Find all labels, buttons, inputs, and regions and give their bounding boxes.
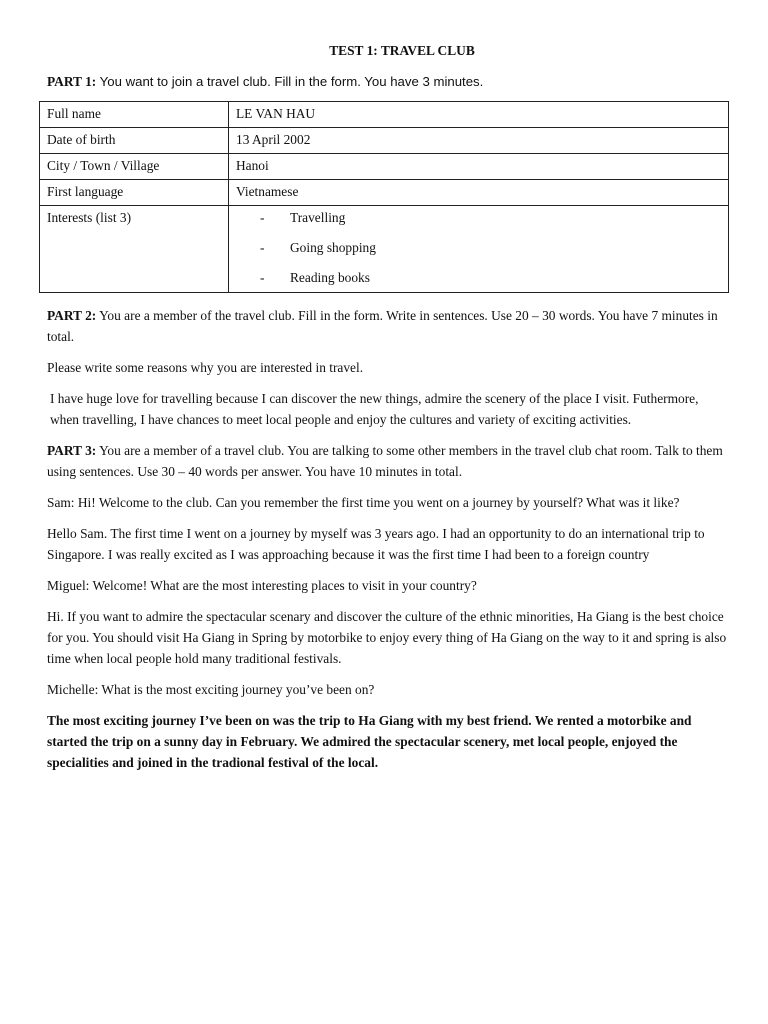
list-dash: - <box>260 270 265 285</box>
part1-instruction: You want to join a travel club. Fill in the form. You have 3 minutes. <box>96 74 484 89</box>
michelle-answer: The most exciting journey I’ve been on was the trip to Ha Giang with my best friend. We rented a motorbike and started the trip on a sunny day in February. We admired the spectacular scenery, met local people, enjoyed the specialities and joined in the tradional festival of the local. <box>47 713 692 770</box>
sam-question: Sam: Hi! Welcome to the club. Can you remember the first time you went on a journey by yourself? What was it like? <box>47 495 680 510</box>
part2-heading <box>47 305 727 347</box>
form-value: Vietnamese <box>229 180 729 206</box>
interest-text: Going shopping <box>290 240 376 255</box>
interest-text: Travelling <box>290 210 346 225</box>
part1-heading <box>47 71 727 92</box>
part3-label: PART 3: <box>47 443 97 458</box>
part3-instruction: You are a member of a travel club. You are talking to some other members in the travel club chat room. Talk to them using sentences. Use 30 – 40 words per answer. You have 10 minutes in total. <box>47 443 723 479</box>
list-item <box>260 268 721 288</box>
travel-club-form <box>39 101 729 293</box>
part1-label: PART 1: <box>47 74 97 89</box>
part3-heading <box>47 440 727 482</box>
part2-question: Please write some reasons why you are interested in travel. <box>47 360 364 375</box>
form-key: Interests (list 3) <box>40 206 229 293</box>
sam-answer: Hello Sam. The first time I went on a journey by myself was 3 years ago. I had an opportunity to do an international trip to Singapore. I was really excited as I was approaching because it was the first time I had been to a foreign country <box>47 526 705 562</box>
form-key: Full name <box>40 102 229 128</box>
document-title: TEST 1: TRAVEL CLUB <box>329 43 475 58</box>
interest-text: Reading books <box>290 270 370 285</box>
form-key: City / Town / Village <box>40 154 229 180</box>
list-dash: - <box>260 240 265 255</box>
form-row-full-name <box>40 102 729 128</box>
part2-label: PART 2: <box>47 308 97 323</box>
michelle-question: Michelle: What is the most exciting journey you’ve been on? <box>47 682 375 697</box>
miguel-answer: Hi. If you want to admire the spectacular scenary and discover the culture of the ethnic minorities, Ha Giang is the best choice for you. You should visit Ha Giang in Spring by motorbike to enjoy every thing of Ha Giang on the way to it and spring is also time when local people hold many traditional festivals. <box>47 609 727 666</box>
form-value: 13 April 2002 <box>229 128 729 154</box>
form-row-first-language <box>40 180 729 206</box>
miguel-question: Miguel: Welcome! What are the most interesting places to visit in your country? <box>47 578 477 593</box>
part2-instruction: You are a member of the travel club. Fill in the form. Write in sentences. Use 20 – 30 words. You have 7 minutes in total. <box>47 308 718 344</box>
list-item <box>260 208 721 228</box>
part2-answer: I have huge love for travelling because I can discover the new things, admire the scenery of the place I visit. Futhermore, when travelling, I have chances to meet local people and enjoy the cultures and variety of exciting activities. <box>50 391 699 427</box>
list-item <box>260 238 721 258</box>
form-row-date-of-birth <box>40 128 729 154</box>
interests-list <box>236 208 721 288</box>
form-value: Hanoi <box>229 154 729 180</box>
form-row-city <box>40 154 729 180</box>
document-page <box>47 40 727 783</box>
list-dash: - <box>260 210 265 225</box>
form-value: LE VAN HAU <box>229 102 729 128</box>
form-value <box>229 206 729 293</box>
form-key: Date of birth <box>40 128 229 154</box>
form-row-interests <box>40 206 729 293</box>
form-key: First language <box>40 180 229 206</box>
